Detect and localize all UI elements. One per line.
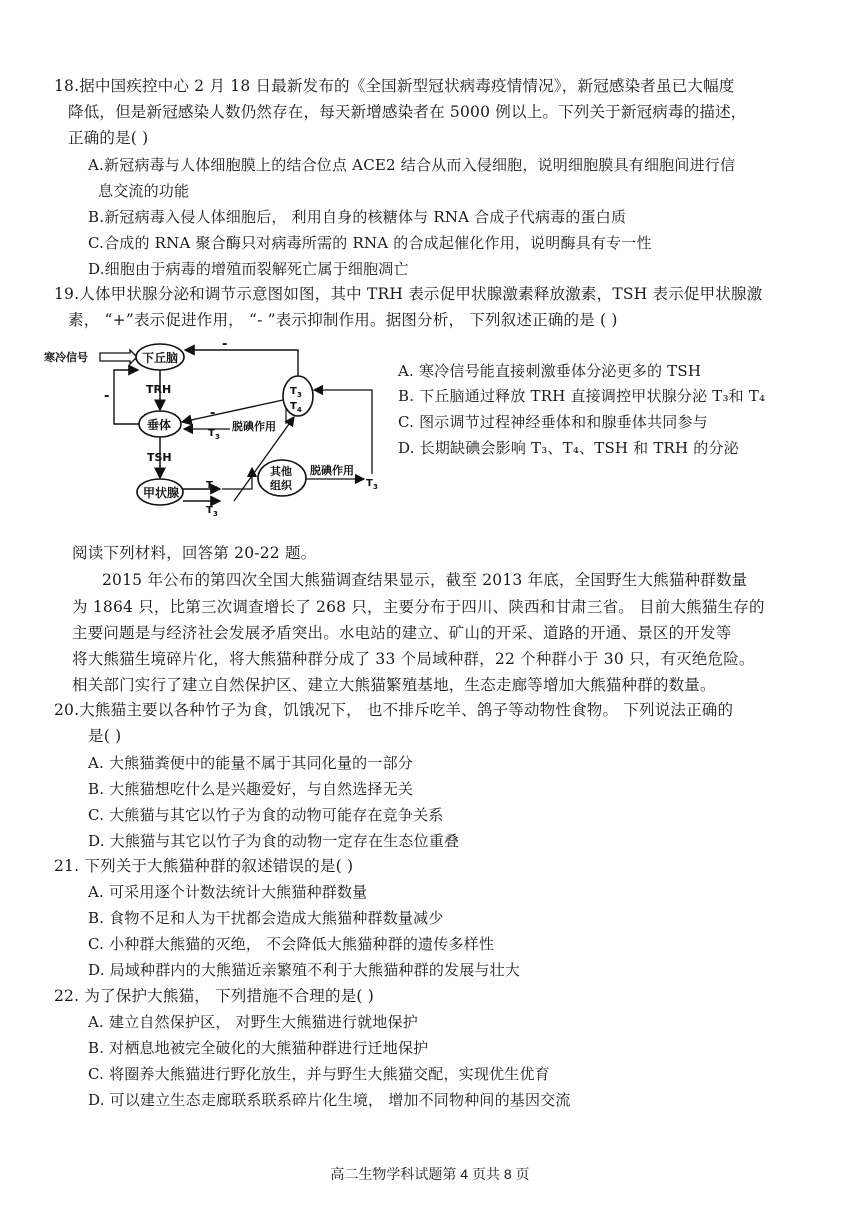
q20-stem-line-1: 20.大熊猫主要以各种竹子为食，饥饿况下， 也不排斥吃羊、鸽子等动物性食物。 下列说法正确的 [54,701,734,719]
q18-option-a-cont: 息交流的功能 [98,182,190,200]
q22-option-a: A. 建立自然保护区， 对野生大熊猫进行就地保护 [88,1013,418,1031]
q21-stem: 21. 下列关于大熊猫种群的叙述错误的是( ) [54,857,354,875]
material-line-3: 主要问题是与经济社会发展矛盾突出。水电站的建立、矿山的开采、道路的开通、景区的开发等 [72,624,732,642]
minus-sign-mid: - [210,406,216,421]
q20-option-a: A. 大熊猫粪便中的能量不属于其同化量的一部分 [88,754,413,772]
q21-option-b: B. 食物不足和人为干扰都会造成大熊猫种群数量减少 [88,909,444,927]
q19-option-d: D. 长期缺碘会影响 T₃、T₄、TSH 和 TRH 的分泌 [398,439,739,457]
q22-option-d: D. 可以建立生态走廊联系联系碎片化生境， 增加不同物种间的基因交流 [88,1091,571,1109]
thyroid-regulation-diagram [42,338,387,518]
q20-stem-line-2: 是( ) [88,727,122,745]
q18-option-c: C.合成的 RNA 聚合酶只对病毒所需的 RNA 的合成起催化作用，说明酶具有专一性 [88,234,652,252]
q19-option-c: C. 图示调节过程神经垂体和和腺垂体共同参与 [398,413,708,431]
q19-stem-line-2: 素， “+”表示促进作用， “- ”表示抑制作用。据图分析， 下列叙述正确的是 ( ) [68,311,618,329]
trh-label: TRH [146,383,172,396]
t3-sub-pituitary: 3 [215,433,220,441]
tsh-label: TSH [147,451,172,464]
other-tissue-label-1: 其他 [270,465,292,478]
t3-sub-right: 3 [373,483,378,491]
page-footer: 高二生物学科试题第 4 页共 8 页 [330,1166,530,1182]
material-line-1: 2015 年公布的第四次全国大熊猫调查结果显示，截至 2013 年底，全国野生大熊猫种群数量 [102,571,748,589]
t3-sub-thyroid: 3 [213,510,218,518]
q22-option-b: B. 对栖息地被完全破化的大熊猫种群进行迁地保护 [88,1039,429,1057]
material-intro: 阅读下列材料，回答第 20-22 题。 [72,544,317,562]
t3-label-right: T [366,478,373,489]
q18-option-a: A.新冠病毒与人体细胞膜上的结合位点 ACE2 结合从而入侵细胞，说明细胞膜具有细胞间进行信 [88,156,736,174]
material-line-2: 为 1864 只，比第三次调查增长了 268 只，主要分布于四川、陕西和甘肃三省。 目前大熊猫生存的 [72,598,765,616]
material-line-5: 相关部门实行了建立自然保护区、建立大熊猫繁殖基地，生态走廊等增加大熊猫种群的数量。 [72,676,716,694]
q18-stem-line-3: 正确的是( ) [68,129,149,147]
t4-label-node: T [290,401,297,412]
t3-label-thyroid: T [206,505,213,516]
q18-option-d: D.细胞由于病毒的增殖而裂解死亡属于细胞凋亡 [88,260,409,278]
q21-option-d: D. 局域种群内的大熊猫近亲繁殖不利于大熊猫种群的发展与壮大 [88,961,521,979]
q21-option-a: A. 可采用逐个计数法统计大熊猫种群数量 [88,883,368,901]
deiodination-label-2: 脱碘作用 [310,464,354,477]
other-tissue-label-2: 组织 [270,479,292,492]
cold-signal-label: 寒冷信号 [44,351,88,364]
t3-label-node: T [290,386,297,397]
q19-stem-line-1: 19.人体甲状腺分泌和调节示意图如图，其中 TRH 表示促甲状腺激素释放激素，TSH 表示促甲状腺激 [54,285,763,303]
t4-sub-node: 4 [297,406,302,414]
material-line-4: 将大熊猫生境碎片化，将大熊猫种群分成了 33 个局域种群，22 个种群小于 30 只，有灭绝危险。 [72,650,755,668]
q22-option-c: C. 将圈养大熊猫进行野化放生，并与野生大熊猫交配，实现优生优育 [88,1065,550,1083]
q19-option-b: B. 下丘脑通过释放 TRH 直接调控甲状腺分泌 T₃和 T₄ [398,387,766,405]
q19-option-a: A. 寒冷信号能直接刺激垂体分泌更多的 TSH [398,362,702,380]
thyroid-label: 甲状腺 [143,486,180,500]
t4-label-thyroid: T [206,480,213,491]
t3-label-pituitary: T [208,428,215,439]
q21-option-c: C. 小种群大熊猫的灭绝， 不会降低大熊猫种群的遗传多样性 [88,935,495,953]
t3-sub-node: 3 [297,391,302,399]
q22-stem: 22. 为了保护大熊猫， 下列措施不合理的是( ) [54,987,375,1005]
minus-sign-top: - [222,338,228,352]
q18-stem-line-1: 18.据中国疾控中心 2 月 18 日最新发布的《全国新型冠状病毒疫情情况》，新冠感染者虽已大幅度 [54,77,735,95]
hypothalamus-label: 下丘脑 [142,351,179,365]
pituitary-label: 垂体 [147,418,172,432]
q18-stem-line-2: 降低，但是新冠感染人数仍然存在，每天新增感染者在 5000 例以上。下列关于新冠病毒的描述， [68,103,747,121]
q20-option-d: D. 大熊猫与其它以竹子为食的动物一定存在生态位重叠 [88,832,460,850]
q18-option-b: B.新冠病毒入侵人体细胞后， 利用自身的核糖体与 RNA 合成子代病毒的蛋白质 [88,208,627,226]
cold-signal-arrow [100,350,137,364]
minus-sign-left: - [104,389,110,404]
q20-option-b: B. 大熊猫想吃什么是兴趣爱好，与自然选择无关 [88,780,414,798]
q20-option-c: C. 大熊猫与其它以竹子为食的动物可能存在竞争关系 [88,806,444,824]
t4-sub-thyroid: 4 [213,485,218,493]
deiodination-label-1: 脱碘作用 [232,420,276,433]
